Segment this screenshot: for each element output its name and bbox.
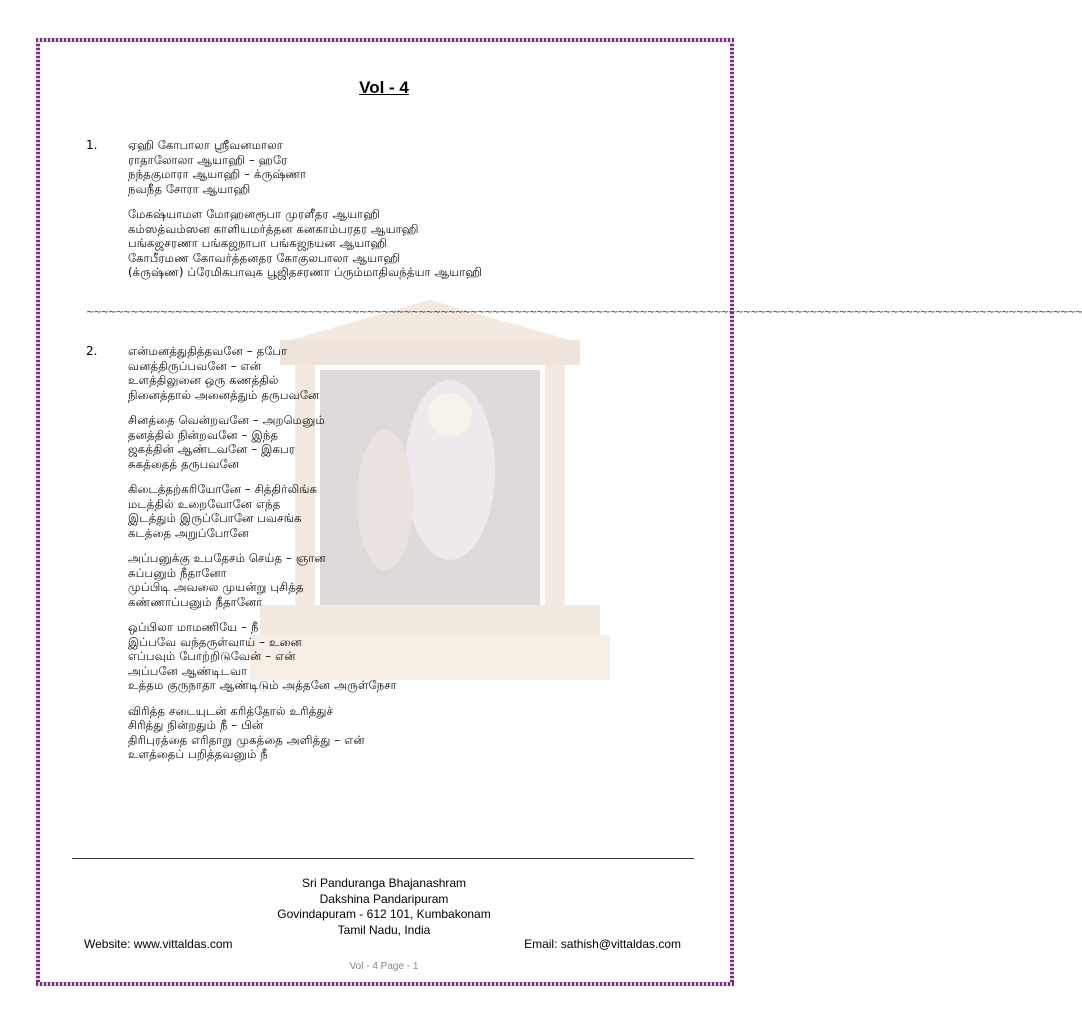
lyric-line: உளத்திலுனை ஒரு கணத்தில் bbox=[128, 373, 279, 387]
song-number: 2. bbox=[86, 344, 98, 358]
lyric-line: முப்பிடி அவலை முயன்று புசித்த bbox=[128, 580, 304, 594]
lyric-line: வனத்திருப்பவனே – என் bbox=[128, 358, 262, 373]
lyric-line: உளத்தைப் பறித்தவனும் நீ bbox=[128, 747, 268, 761]
lyric-line: அப்பனே ஆண்டிடவா bbox=[128, 663, 248, 678]
lyric-line: அப்பனுக்கு உபதேசம் செய்த – ஞான bbox=[128, 551, 326, 565]
footer-address bbox=[0, 876, 768, 938]
lyric-line: கடத்தை அறுப்போனே bbox=[128, 525, 250, 540]
page-number: Vol - 4 Page - 1 bbox=[349, 961, 419, 972]
lyric-line: ஒப்பிலா மாமணியே – நீ bbox=[128, 620, 259, 634]
lyric-line: சிரித்து நின்றதும் நீ – பின் bbox=[128, 718, 264, 732]
address-line: Govindapuram - 612 101, Kumbakonam bbox=[277, 907, 491, 921]
lyric-line: சுப்பனும் நீதானோ bbox=[128, 565, 227, 580]
lyric-line: ராதாலோலா ஆயாஹி – ஹரே bbox=[128, 152, 288, 167]
lyric-line: இடத்தும் இருப்போனே பவசங்க bbox=[128, 511, 302, 525]
website-link[interactable]: Website: www.vittaldas.com bbox=[84, 937, 233, 951]
lyric-line: கோபீரமண கோவர்த்தனதர கோகுலபாலா ஆயாஹி bbox=[128, 250, 401, 265]
lyric-line: நந்தகுமாரா ஆயாஹி – க்ருஷ்ணா bbox=[128, 167, 307, 181]
lyric-line: சினத்தை வென்றவனே – அறமெனும் bbox=[128, 413, 326, 427]
lyric-line: சுகத்தைத் தருபவனே bbox=[128, 456, 240, 471]
lyric-line: கண்ணாப்பனும் நீதானோ bbox=[128, 594, 263, 609]
ashram-name: Sri Panduranga Bhajanashram bbox=[301, 876, 467, 890]
footer-divider bbox=[72, 858, 694, 859]
lyric-line: இப்பவே வந்தருள்வாய் – உனை bbox=[128, 634, 302, 649]
volume-title: Vol - 4 bbox=[359, 78, 409, 97]
lyric-line: ஜகத்தின் ஆண்டவனே – இகபர bbox=[128, 442, 296, 456]
address-line: Tamil Nadu, India bbox=[337, 922, 431, 937]
lyric-line: திரிபுரத்தை எரிதாறு முகத்தை அளித்து – என் bbox=[128, 732, 365, 747]
lyric-line: பங்கஜசரணா பங்கஜநாபா பங்கஜநயன ஆயாஹி bbox=[128, 236, 388, 250]
lyric-line: உத்தம குருநாதா ஆண்டிடும் அத்தனே அருள்நேசா bbox=[128, 678, 397, 692]
lyric-line: கம்ஸத்வம்ஸன காளியமர்த்தன கனகாம்பரதர ஆயாஹி bbox=[128, 221, 419, 236]
lyric-line: விரித்த சடையுடன் கரித்தோல் உரித்துச் bbox=[128, 703, 334, 718]
lyric-line: கிடைத்தற்கரியோனே – சித்திர்லிங்க bbox=[128, 482, 318, 496]
email-link[interactable]: Email: sathish@vittaldas.com bbox=[524, 937, 681, 951]
lyric-line: நவநீத சோரா ஆயாஹி bbox=[128, 181, 251, 196]
lyric-line: எப்பவும் போற்றிடுவேன் – என் bbox=[128, 649, 296, 663]
lyric-line: ஏஹி கோபாலா ஶ்ரீவனமாலா bbox=[128, 138, 283, 152]
lyric-line: நினைத்தால் அனைத்தும் தருபவனே bbox=[128, 387, 320, 402]
lyric-line: மேகஷ்யாமள மோஹனரூபா முரளீதர ஆயாஹி bbox=[128, 207, 381, 221]
lyric-line: தனத்தில் நின்றவனே – இந்த bbox=[128, 427, 279, 442]
lyric-line: என்மனத்துதித்தவனே – தபோ bbox=[128, 344, 288, 358]
address-line: Dakshina Pandaripuram bbox=[319, 891, 449, 906]
lyric-line: மடத்தில் உறைவோனே எந்த bbox=[128, 496, 281, 511]
lyric-line: (க்ருஷ்ண) ப்ரேமிகபாவுக பூஜிதசரணா ப்ரும்மாதிவந்த்யா ஆயாஹி bbox=[128, 265, 483, 279]
song-number: 1. bbox=[86, 138, 98, 152]
tilde-separator: ~~~~~~~~~~~~~~~~~~~~~~~~~~~~~~~~~~~~~~~~~~~~~~~~~~~~~~~~~~~~~~~~~~~~~~~~~~~~~~~~~~~~~~~~~~~~~~~~~~~~~~~~~~~~~~~~~~~~~~~~~~~~~~~~~~~~~~~ bbox=[86, 307, 1082, 318]
